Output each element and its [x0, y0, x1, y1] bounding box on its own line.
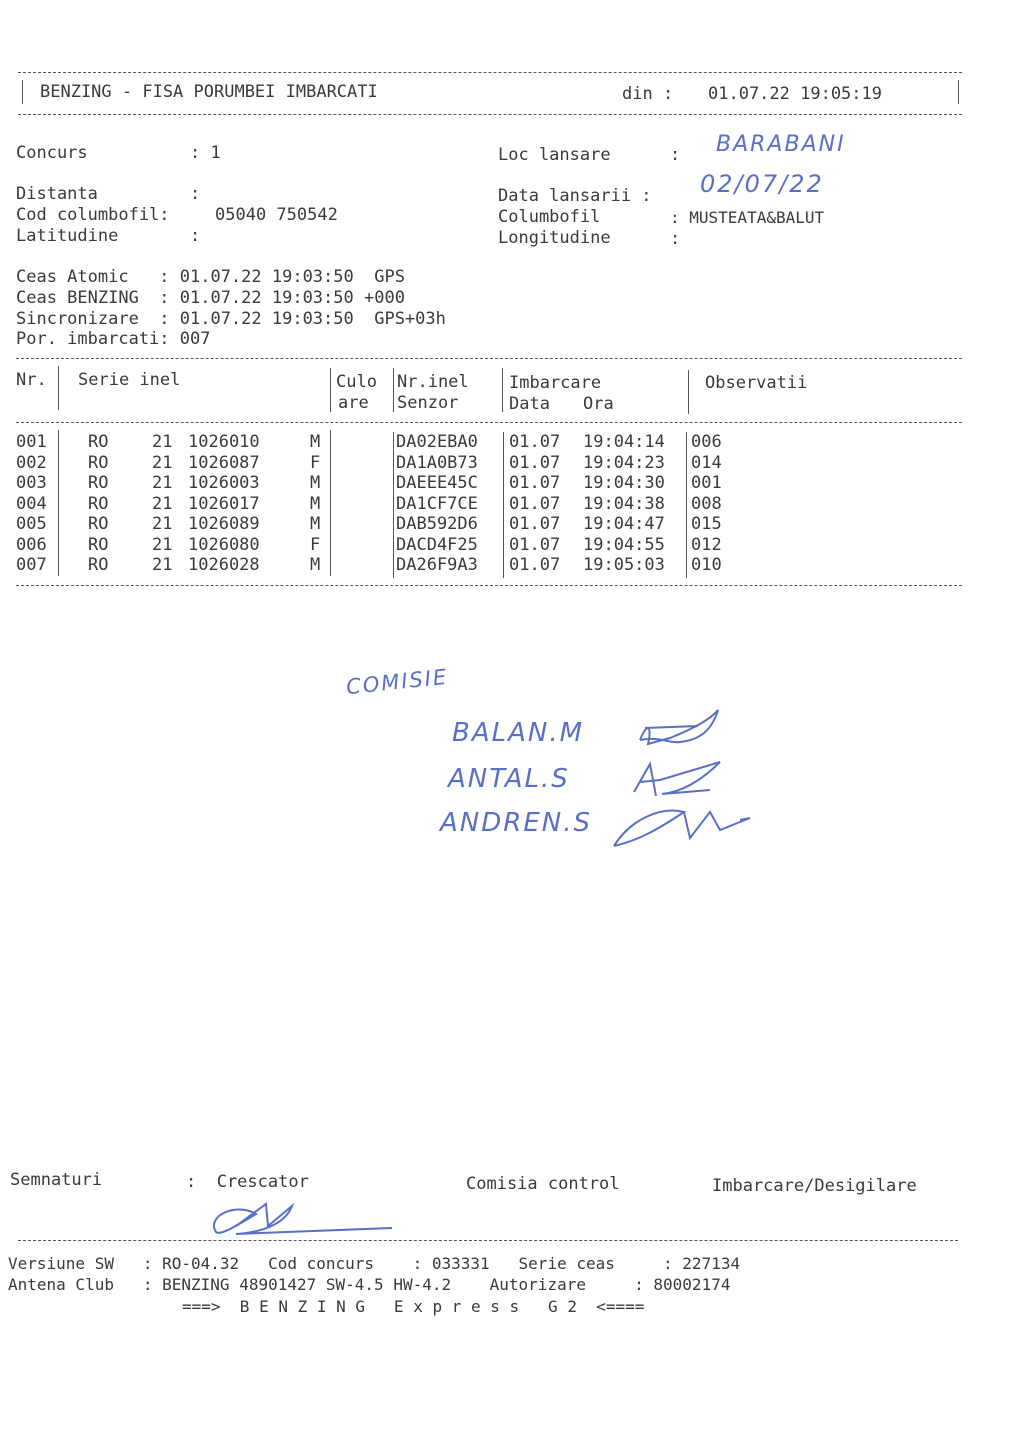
table-header-bottom-line: [16, 422, 962, 423]
header-sep-1: [58, 366, 59, 410]
col-header-ora: Ora: [583, 394, 614, 414]
cell-sex: M: [310, 432, 321, 452]
breeder-signature: [196, 1196, 406, 1246]
cell-date: 01.07: [509, 473, 561, 493]
columbofil-label: Columbofil: [498, 207, 601, 227]
document-title: BENZING - FISA PORUMBEI IMBARCATI: [40, 82, 378, 102]
cell-ring: 1026017: [188, 493, 260, 514]
cell-sensor: DA1CF7CE: [396, 493, 478, 514]
comisia-control-label: Comisia control: [466, 1174, 620, 1194]
table-top-line: [16, 358, 962, 359]
cell-sensor: DA26F9A3: [396, 555, 478, 575]
cell-sex: M: [310, 473, 321, 493]
signature-1-mark: [640, 710, 718, 744]
signature-2-mark: [634, 762, 720, 796]
handwritten-launch-place: BARABANI: [716, 132, 846, 157]
cell-date: 01.07: [509, 432, 561, 452]
loc-lansare-sep: :: [670, 145, 681, 165]
cell-time: 19:04:55: [583, 534, 665, 555]
longitudine-label: Longitudine: [498, 228, 611, 248]
longitudine-value: :: [670, 229, 681, 249]
header-sep-2: [330, 368, 331, 412]
columbofil-value: : MUSTEATA&BALUT: [670, 208, 825, 227]
cell-year: 21: [152, 452, 173, 473]
table-bottom-line: [16, 585, 962, 586]
cell-year: 21: [152, 514, 173, 534]
data-lansarii-label: Data lansarii :: [498, 186, 652, 206]
col-header-imbarcare: Imbarcare: [509, 373, 602, 393]
cell-sensor: DA02EBA0: [396, 432, 478, 452]
latitudine-value: :: [190, 226, 201, 246]
col-header-serie: Serie inel: [78, 370, 181, 390]
cell-nr: 006: [16, 534, 47, 555]
cell-nr: 007: [16, 555, 47, 575]
distanta-value: :: [190, 184, 201, 204]
cell-time: 19:04:14: [583, 432, 665, 452]
cell-year: 21: [152, 534, 173, 555]
body-sep-5: [686, 432, 687, 578]
cell-nr: 003: [16, 473, 47, 493]
col-header-nrinel-2: Senzor: [397, 393, 459, 413]
col-header-culoare-1: Culo: [336, 372, 377, 392]
cell-obs: 010: [691, 555, 722, 575]
cell-year: 21: [152, 473, 173, 493]
cell-year: 21: [152, 493, 173, 514]
cell-sensor: DA1A0B73: [396, 452, 478, 473]
cell-date: 01.07: [509, 493, 561, 514]
cell-sex: F: [310, 452, 321, 473]
cell-time: 19:04:47: [583, 514, 665, 534]
body-sep-1: [58, 430, 59, 576]
header-left-bar: [22, 80, 23, 104]
cell-nr: 002: [16, 452, 47, 473]
footer-line: [18, 1240, 958, 1241]
cell-obs: 012: [691, 534, 722, 555]
header-sep-4: [502, 368, 503, 412]
commission-member-3: ANDREN.S: [440, 808, 592, 838]
cell-country: RO: [88, 514, 109, 534]
cell-country: RO: [88, 452, 109, 473]
col-header-observatii: Observatii: [705, 373, 808, 393]
cell-obs: 008: [691, 493, 722, 514]
cell-obs: 001: [691, 473, 722, 493]
cell-date: 01.07: [509, 514, 561, 534]
cod-columbofil-label: Cod columbofil:: [16, 205, 170, 225]
concurs-value: : 1: [190, 143, 221, 163]
cell-sensor: DACD4F25: [396, 534, 478, 555]
cell-nr: 001: [16, 432, 47, 452]
cell-date: 01.07: [509, 534, 561, 555]
cell-obs: 006: [691, 432, 722, 452]
distanta-label: Distanta: [16, 184, 98, 204]
ceas-atomic: Ceas Atomic : 01.07.22 19:03:50 GPS: [16, 267, 405, 287]
cell-sex: M: [310, 514, 321, 534]
cell-year: 21: [152, 432, 173, 452]
cell-nr: 005: [16, 514, 47, 534]
concurs-label: Concurs: [16, 143, 88, 163]
col-header-nr: Nr.: [16, 370, 47, 390]
versiune-row: Versiune SW : RO-04.32 Cod concurs : 033331 Serie ceas : 227134: [8, 1254, 741, 1273]
commission-member-2: ANTAL.S: [448, 764, 570, 794]
header-sep-5: [688, 370, 689, 414]
cell-ring: 1026089: [188, 514, 260, 534]
body-sep-4: [503, 432, 504, 578]
benzing-brand-line: ===> B E N Z I N G E x p r e s s G 2 <====: [182, 1297, 645, 1316]
cell-time: 19:04:38: [583, 493, 665, 514]
cell-obs: 015: [691, 514, 722, 534]
cell-sex: M: [310, 555, 321, 575]
print-datetime: 01.07.22 19:05:19: [708, 84, 882, 104]
cell-ring: 1026080: [188, 534, 260, 555]
cell-date: 01.07: [509, 555, 561, 575]
semnaturi-label: Semnaturi: [10, 1170, 103, 1190]
crescator-label: : Crescator: [186, 1172, 309, 1192]
antena-row: Antena Club : BENZING 48901427 SW-4.5 HW-4.2 Autorizare : 80002174: [8, 1275, 731, 1294]
cell-ring: 1026010: [188, 432, 260, 452]
cell-nr: 004: [16, 493, 47, 514]
imbarcare-desigilare-label: Imbarcare/Desigilare: [712, 1176, 917, 1196]
cell-ring: 1026087: [188, 452, 260, 473]
por-imbarcati: Por. imbarcati: 007: [16, 329, 211, 349]
signature-3-mark: [614, 811, 750, 846]
comisie-title: COMISIE: [345, 664, 450, 700]
body-sep-3: [393, 432, 394, 578]
sincronizare: Sincronizare : 01.07.22 19:03:50 GPS+03h: [16, 309, 446, 329]
col-header-nrinel-1: Nr.inel: [397, 372, 469, 392]
col-header-data: Data: [509, 394, 550, 414]
cell-sensor: DAB592D6: [396, 514, 478, 534]
latitudine-label: Latitudine: [16, 226, 119, 246]
cell-country: RO: [88, 473, 109, 493]
ceas-benzing: Ceas BENZING : 01.07.22 19:03:50 +000: [16, 288, 405, 308]
cell-time: 19:04:23: [583, 452, 665, 473]
din-label: din :: [622, 84, 674, 104]
handwritten-launch-date: 02/07/22: [700, 170, 824, 198]
cell-country: RO: [88, 493, 109, 514]
body-sep-2: [330, 430, 331, 576]
cell-country: RO: [88, 432, 109, 452]
header-sep-3: [393, 368, 394, 412]
cod-columbofil-value: 05040 750542: [215, 205, 338, 225]
header-bottom-line: [18, 114, 962, 115]
cell-date: 01.07: [509, 452, 561, 473]
cell-sensor: DAEEE45C: [396, 473, 478, 493]
header-right-bar: [958, 80, 959, 104]
cell-sex: M: [310, 493, 321, 514]
top-dashed-line: [18, 72, 962, 73]
cell-time: 19:05:03: [583, 555, 665, 575]
cell-country: RO: [88, 534, 109, 555]
commission-member-1: BALAN.M: [452, 718, 585, 748]
loc-lansare-label: Loc lansare: [498, 145, 611, 165]
cell-time: 19:04:30: [583, 473, 665, 493]
cell-obs: 014: [691, 452, 722, 473]
col-header-culoare-2: are: [338, 393, 369, 413]
cell-ring: 1026028: [188, 555, 260, 575]
cell-ring: 1026003: [188, 473, 260, 493]
cell-year: 21: [152, 555, 173, 575]
commission-signatures: [600, 700, 770, 860]
cell-country: RO: [88, 555, 109, 575]
cell-sex: F: [310, 534, 321, 555]
